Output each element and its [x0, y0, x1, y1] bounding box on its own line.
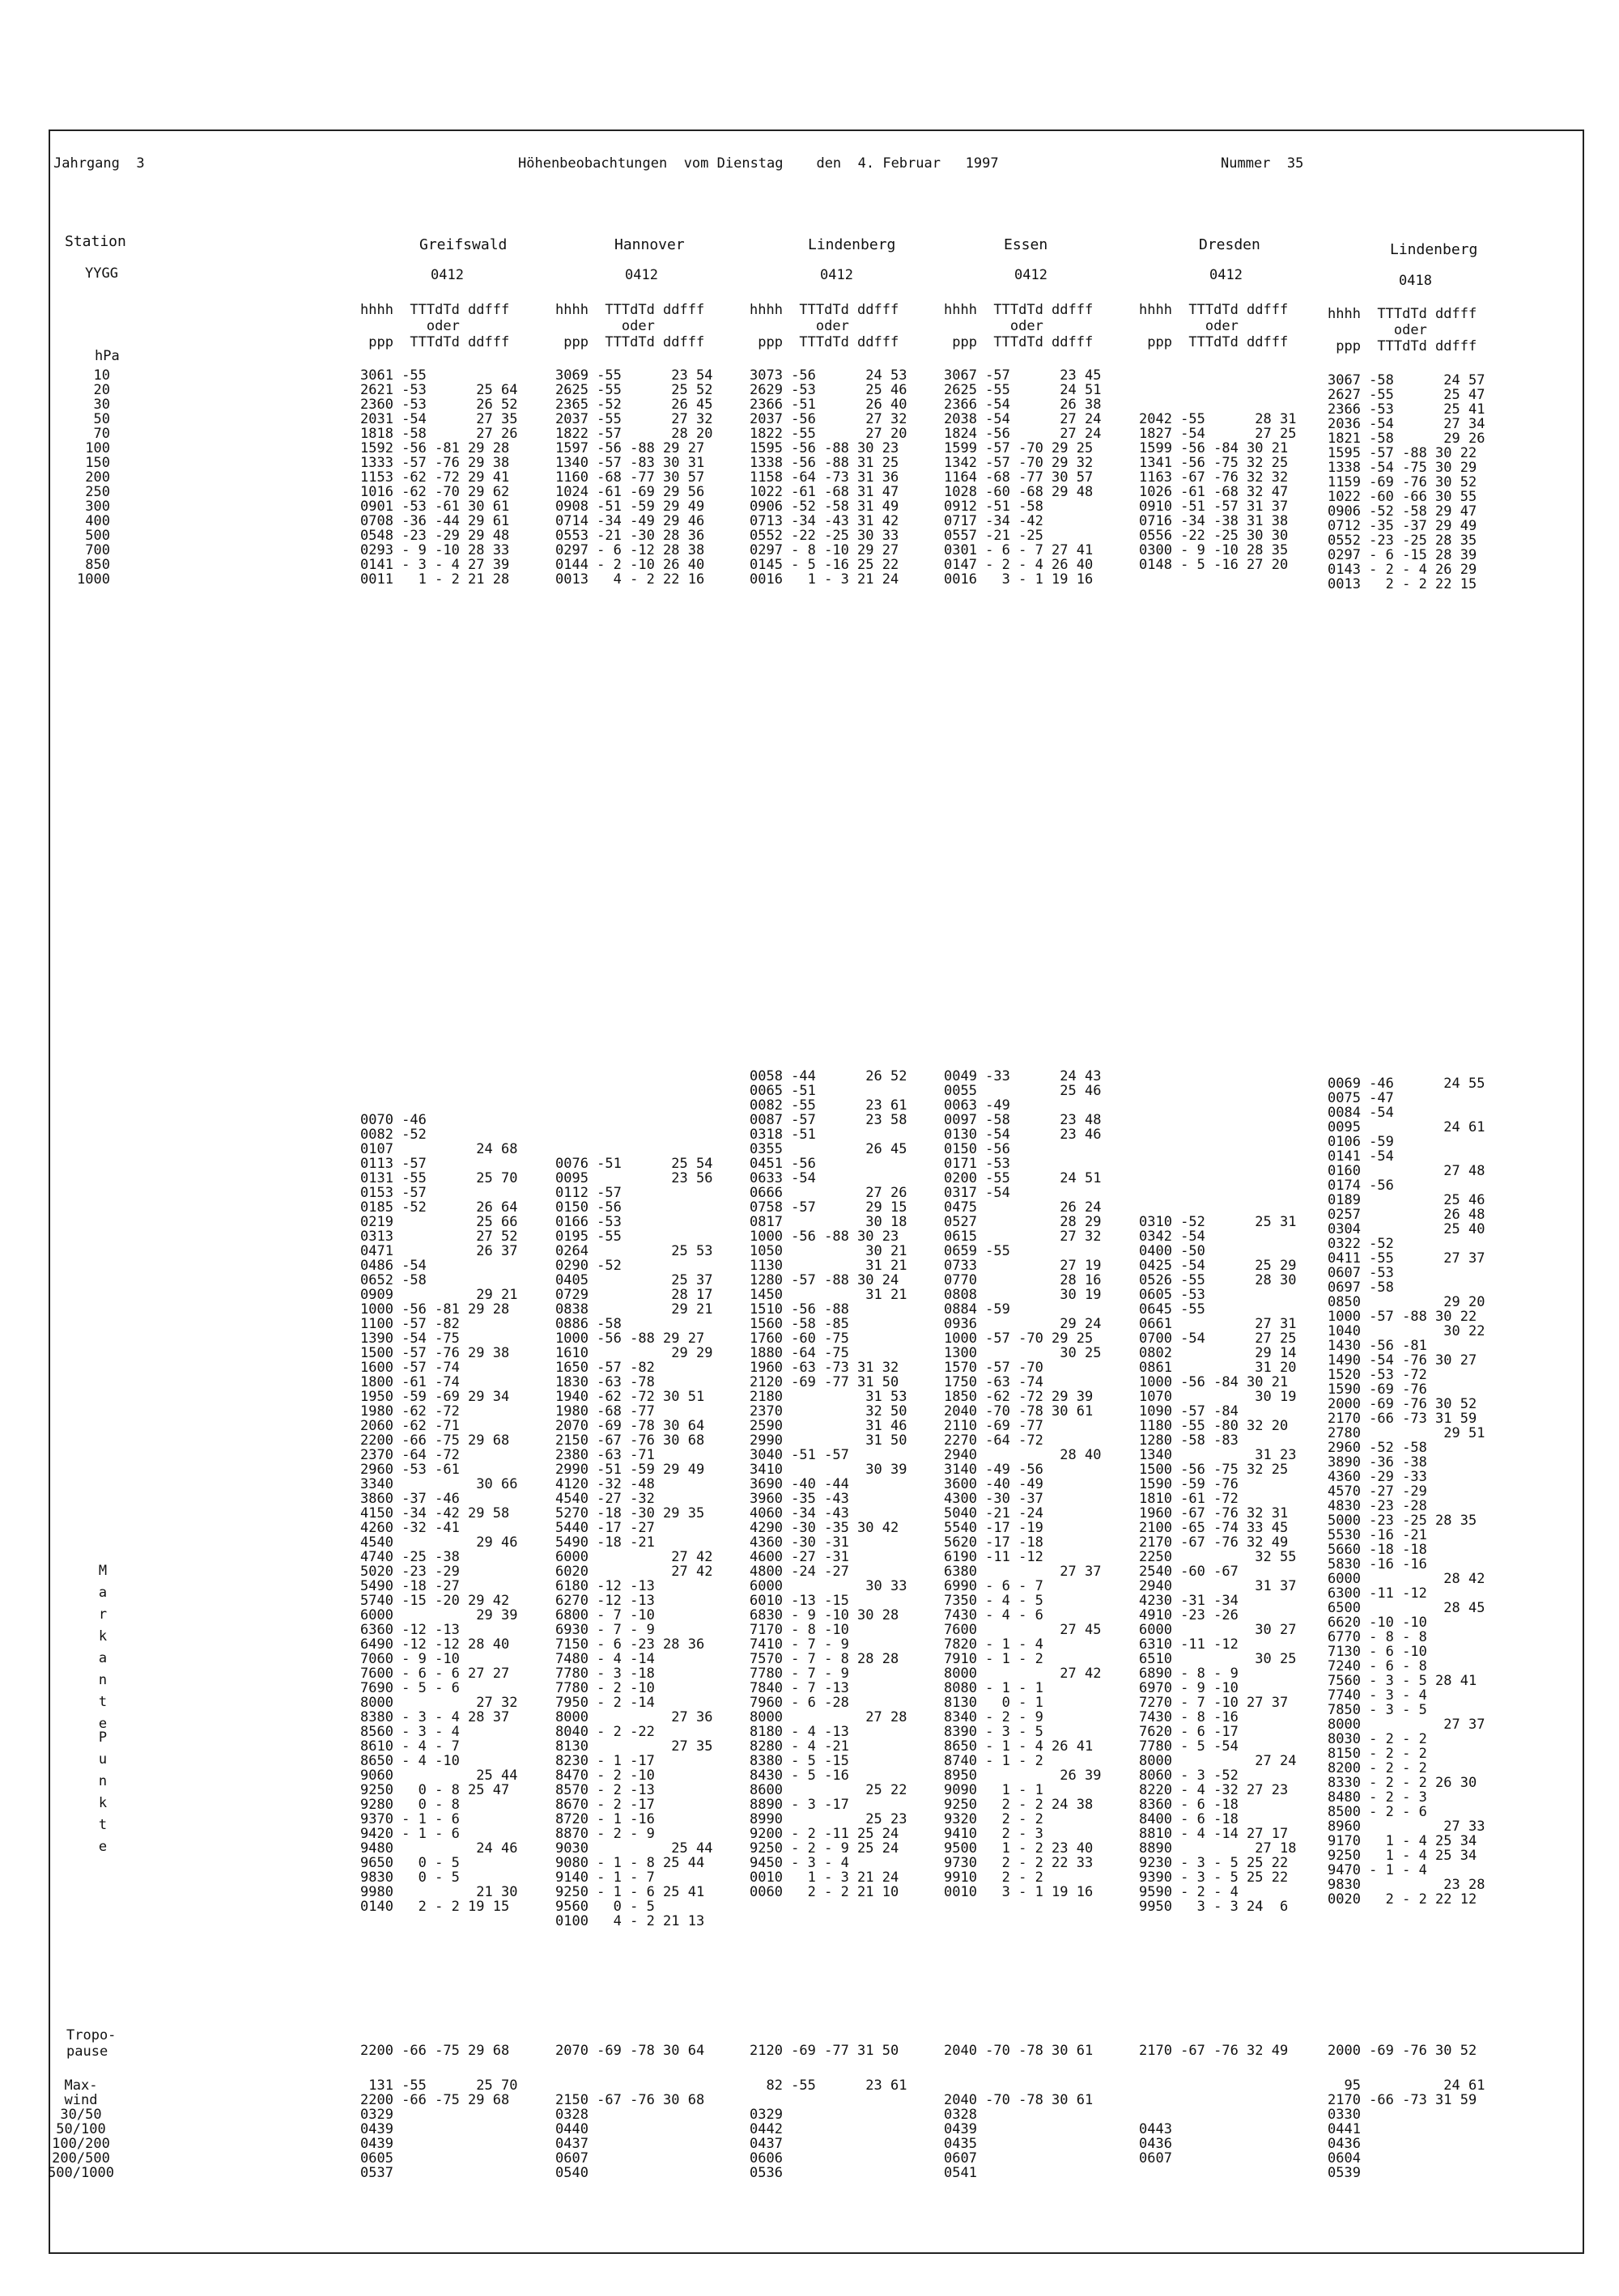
station-yygg-greifswald: 0412 — [431, 267, 464, 283]
station-yygg-lindenberg-2: 0418 — [1399, 273, 1432, 289]
station-std-essen: 3067 -57 23 45 2625 -55 24 51 2366 -54 26 38 2038 -54 27 24 1824 -56 27 24 1599 -57 -70 29 25 1342 -57 -70 29 32 1164 -68 -77 30 57 1028 -60 -68 29 48 0912 -51 -58 0717 -34 -42 0557 -21 -25 0301 - 6 - 7 27 41 0147 - 2 - 4 26 40 0016 3 - 1 19 16 — [944, 367, 1102, 588]
station-std-lindenberg-2: 3067 -58 24 57 2627 -55 25 47 2366 -53 25 41 2036 -54 27 34 1821 -58 29 26 1595 -57 -88 30 22 1338 -54 -75 30 29 1159 -69 -76 30 52 1022 -60 -66 30 55 0906 -52 -58 29 47 0712 -35 -37 29 49 0552 -23 -25 28 35 0297 - 6 -15 28 39 0143 - 2 - 4 26 29 0013 2 - 2 22 15 — [1328, 372, 1485, 592]
maxwind-label: Max- wind 30/50 50/100 100/200 200/500 500/1000 — [48, 2077, 114, 2181]
station-yygg-dresden: 0412 — [1209, 267, 1243, 283]
station-maxw-hannover: 2150 -67 -76 30 68 0328 0440 0437 0607 0540 — [555, 2092, 705, 2181]
station-colhead-greifswald: hhhh TTTdTd ddfff oder ppp TTTdTd ddfff — [360, 302, 510, 350]
station-maxw-greifswald: 131 -55 25 70 2200 -66 -75 29 68 0329 0439 0439 0605 0537 — [360, 2077, 518, 2181]
station-std-hannover: 3069 -55 23 54 2625 -55 25 52 2365 -52 26 45 2037 -55 27 32 1822 -57 28 20 1597 -56 -88 29 27 1340 -57 -83 30 31 1160 -68 -77 30 57 1024 -61 -69 29 56 0908 -51 -59 29 49 0714 -34 -49 29 46 0553 -21 -30 28 36 0297 - 6 -12 28 38 0144 - 2 -10 26 40 0013 4 - 2 22 16 — [555, 367, 713, 588]
station-std-lindenberg-1: 3073 -56 24 53 2629 -53 25 46 2366 -51 26 40 2037 -56 27 32 1822 -55 27 20 1595 -56 -88 30 23 1338 -56 -88 31 25 1158 -64 -73 31 36 1022 -61 -68 31 47 0906 -52 -58 31 49 0713 -34 -43 31 42 0552 -22 -25 30 33 0297 - 8 -10 29 27 0145 - 5 -16 25 22 0016 1 - 3 21 24 — [750, 367, 907, 588]
station-colhead-lindenberg-2: hhhh TTTdTd ddfff oder ppp TTTdTd ddfff — [1328, 306, 1477, 354]
station-maxw-lindenberg-1: 82 -55 23 61 0329 0442 0437 0606 0536 — [750, 2077, 907, 2181]
tropopause-label: Tropo- pause — [66, 2027, 117, 2060]
station-name-lindenberg-1: Lindenberg — [808, 236, 896, 253]
station-sig-hannover: 0076 -51 25 54 0095 23 56 0112 -57 0150 -56 0166 -53 0195 -55 0264 25 53 0290 -52 0405 25 37 0729 28 17 0838 29 21 0886 -58 1000 -56 -88 29 27 1610 29 29 1650 -57 -82 1830 -63 -78 1940 -62 -72 30 51 1980 -68 -77 2070 -69 -78 30 64 2150 -67 -76 30 68 2380 -63 -71 2990 -51 -59 29 49 4120 -32 -48 4540 -27 -32 5270 -18 -30 29 35 5440 -17 -27 5490 -18 -21 6000 27 42 6020 27 42 6180 -12 -13 6270 -12 -13 6800 - 7 -10 6930 - 7 - 9 7150 - 6 -23 28 36 7480 - 4 -14 7780 - 3 -18 7780 - 2 -10 7950 - 2 -14 8000 27 36 8040 - 2 -22 8130 27 35 8230 - 1 -17 8470 - 2 -10 8570 - 2 -13 8670 - 2 -17 8720 - 1 -16 8870 - 2 - 9 9030 25 44 9080 - 1 - 8 25 44 9140 - 1 - 7 9250 - 1 - 6 25 41 9560 0 - 5 0100 4 - 2 21 13 — [555, 1156, 713, 1929]
punkte-label: P u n k t e — [98, 1729, 108, 1855]
station-maxw-dresden: 0443 0436 0607 — [1139, 2121, 1172, 2167]
issue-number: Nummer 35 — [1221, 155, 1304, 172]
station-name-greifswald: Greifswald — [419, 236, 508, 253]
station-maxw-lindenberg-2: 95 24 61 2170 -66 -73 31 59 0330 0441 0436 0604 0539 — [1328, 2077, 1485, 2181]
station-trop-greifswald: 2200 -66 -75 29 68 — [360, 2043, 510, 2059]
station-sig-essen: 0049 -33 24 43 0055 25 46 0063 -49 0097 -58 23 48 0130 -54 23 46 0150 -56 0171 -53 0200 -55 24 51 0317 -54 0475 26 24 0527 28 29 0615 27 32 0659 -55 0733 27 19 0770 28 16 0808 30 19 0884 -59 0936 29 24 1000 -57 -70 29 25 1300 30 25 1570 -57 -70 1750 -63 -74 1850 -62 -72 29 39 2040 -70 -78 30 61 2110 -69 -77 2270 -64 -72 2940 28 40 3140 -49 -56 3600 -40 -49 4300 -30 -37 5040 -21 -24 5540 -17 -19 5620 -17 -18 6190 -11 -12 6380 27 37 6990 - 6 - 7 7350 - 4 - 5 7430 - 4 - 6 7600 27 45 7820 - 1 - 4 7910 - 1 - 2 8000 27 42 8080 - 1 - 1 8130 0 - 1 8340 - 2 - 9 8390 - 3 - 5 8650 - 1 - 4 26 41 8740 - 1 - 2 8950 26 39 9090 1 - 1 9250 2 - 2 24 38 9320 2 - 2 9410 2 - 3 9500 1 - 2 23 40 9730 2 - 2 22 33 9910 2 - 2 0010 3 - 1 19 16 — [944, 1068, 1102, 1900]
station-sig-dresden: 0310 -52 25 31 0342 -54 0400 -50 0425 -54 25 29 0526 -55 28 30 0605 -53 0645 -55 0661 27 31 0700 -54 27 25 0802 29 14 0861 31 20 1000 -56 -84 30 21 1070 30 19 1090 -57 -84 1180 -55 -80 32 20 1280 -58 -83 1340 31 23 1500 -56 -75 32 25 1590 -59 -76 1810 -61 -72 1960 -67 -76 32 31 2100 -65 -74 33 45 2170 -67 -76 32 49 2250 32 55 2540 -60 -67 2940 31 37 4230 -31 -34 4910 -23 -26 6000 30 27 6310 -11 -12 6510 30 25 6890 - 8 - 9 6970 - 9 -10 7270 - 7 -10 27 37 7430 - 8 -16 7620 - 6 -17 7780 - 5 -54 8000 27 24 8060 - 3 -52 8220 - 4 -32 27 23 8360 - 6 -18 8400 - 6 -18 8810 - 4 -14 27 17 8890 27 18 9230 - 3 - 5 25 22 9390 - 3 - 5 25 22 9590 - 2 - 4 9950 3 - 3 24 6 — [1139, 1214, 1297, 1915]
station-yygg-essen: 0412 — [1014, 267, 1047, 283]
station-name-essen: Essen — [1004, 236, 1048, 253]
station-std-dresden: 2042 -55 28 31 1827 -54 27 25 1599 -56 -84 30 21 1341 -56 -75 32 25 1163 -67 -76 32 32 1026 -61 -68 32 47 0910 -51 -57 31 37 0716 -34 -38 31 38 0556 -22 -25 30 30 0300 - 9 -10 28 35 0148 - 5 -16 27 20 — [1139, 411, 1297, 573]
station-maxw-essen: 2040 -70 -78 30 61 0328 0439 0435 0607 0541 — [944, 2092, 1094, 2181]
station-sig-lindenberg-1: 0058 -44 26 52 0065 -51 0082 -55 23 61 0087 -57 23 58 0318 -51 0355 26 45 0451 -56 0633 -54 0666 27 26 0758 -57 29 15 0817 30 18 1000 -56 -88 30 23 1050 30 21 1130 31 21 1280 -57 -88 30 24 1450 31 21 1510 -56 -88 1560 -58 -85 1760 -60 -75 1880 -64 -75 1960 -63 -73 31 32 2120 -69 -77 31 50 2180 31 53 2370 32 50 2590 31 46 2990 31 50 3040 -51 -57 3410 30 39 3690 -40 -44 3960 -35 -43 4060 -34 -43 4290 -30 -35 30 42 4360 -30 -31 4600 -27 -31 4800 -24 -27 6000 30 33 6010 -13 -15 6830 - 9 -10 30 28 7170 - 8 -10 7410 - 7 - 9 7570 - 7 - 8 28 28 7780 - 7 - 9 7840 - 7 -13 7960 - 6 -28 8000 27 28 8180 - 4 -13 8280 - 4 -21 8380 - 5 -15 8430 - 5 -16 8600 25 22 8890 - 3 -17 8990 25 23 9200 - 2 -11 25 24 9250 - 2 - 9 25 24 9450 - 3 - 4 0010 1 - 3 21 24 0060 2 - 2 21 10 — [750, 1068, 907, 1900]
station-label: Station — [65, 233, 126, 250]
station-colhead-lindenberg-1: hhhh TTTdTd ddfff oder ppp TTTdTd ddfff — [750, 302, 899, 350]
station-name-hannover: Hannover — [614, 236, 685, 253]
station-trop-essen: 2040 -70 -78 30 61 — [944, 2043, 1094, 2059]
station-colhead-dresden: hhhh TTTdTd ddfff oder ppp TTTdTd ddfff — [1139, 302, 1289, 350]
hpa-label: hPa — [95, 348, 120, 364]
station-name-dresden: Dresden — [1199, 236, 1260, 253]
pressure-levels: 10 20 30 50 70 100 150 200 250 300 400 500 700 850 1000 — [77, 367, 110, 588]
station-yygg-hannover: 0412 — [625, 267, 658, 283]
station-colhead-essen: hhhh TTTdTd ddfff oder ppp TTTdTd ddfff — [944, 302, 1094, 350]
station-std-greifswald: 3061 -55 2621 -53 25 64 2360 -53 26 52 2031 -54 27 35 1818 -58 27 26 1592 -56 -81 29 28 1333 -57 -76 29 38 1153 -62 -72 29 41 1016 -62 -70 29 62 0901 -53 -61 30 61 0708 -36 -44 29 61 0548 -23 -29 29 48 0293 - 9 -10 28 33 0141 - 3 - 4 27 39 0011 1 - 2 21 28 — [360, 367, 518, 588]
station-trop-lindenberg-2: 2000 -69 -76 30 52 — [1328, 2043, 1477, 2059]
station-trop-hannover: 2070 -69 -78 30 64 — [555, 2043, 705, 2059]
station-trop-lindenberg-1: 2120 -69 -77 31 50 — [750, 2043, 899, 2059]
station-colhead-hannover: hhhh TTTdTd ddfff oder ppp TTTdTd ddfff — [555, 302, 705, 350]
markante-label: M a r k a n t e — [98, 1563, 108, 1732]
station-sig-greifswald: 0070 -46 0082 -52 0107 24 68 0113 -57 0131 -55 25 70 0153 -57 0185 -52 26 64 0219 25 66 0313 27 52 0471 26 37 0486 -54 0652 -58 0909 29 21 1000 -56 -81 29 28 1100 -57 -82 1390 -54 -75 1500 -57 -76 29 38 1600 -57 -74 1800 -61 -74 1950 -59 -69 29 34 1980 -62 -72 2060 -62 -71 2200 -66 -75 29 68 2370 -64 -72 2960 -53 -61 3340 30 66 3860 -37 -46 4150 -34 -42 29 58 4260 -32 -41 4540 29 46 4740 -25 -38 5020 -23 -29 5490 -18 -27 5740 -15 -20 29 42 6000 29 39 6360 -12 -13 6490 -12 -12 28 40 7060 - 9 -10 7600 - 6 - 6 27 27 7690 - 5 - 6 8000 27 32 8380 - 3 - 4 28 37 8560 - 3 - 4 8610 - 4 - 7 8650 - 4 -10 9060 25 44 9250 0 - 8 25 47 9280 0 - 8 9370 - 1 - 6 9420 - 1 - 6 9480 24 46 9650 0 - 5 9830 0 - 5 9980 21 30 0140 2 - 2 19 15 — [360, 1112, 518, 1915]
station-yygg-lindenberg-1: 0412 — [820, 267, 853, 283]
station-trop-dresden: 2170 -67 -76 32 49 — [1139, 2043, 1289, 2059]
station-sig-lindenberg-2: 0069 -46 24 55 0075 -47 0084 -54 0095 24 61 0106 -59 0141 -54 0160 27 48 0174 -56 0189 25 46 0257 26 48 0304 25 40 0322 -52 0411 -55 27 37 0607 -53 0697 -58 0850 29 20 1000 -57 -88 30 22 1040 30 22 1430 -56 -81 1490 -54 -76 30 27 1520 -53 -72 1590 -69 -76 2000 -69 -76 30 52 2170 -66 -73 31 59 2780 29 51 2960 -52 -58 3890 -36 -38 4360 -29 -33 4570 -27 -29 4830 -23 -28 5000 -23 -25 28 35 5530 -16 -21 5660 -18 -18 5830 -16 -16 6000 28 42 6300 -11 -12 6500 28 45 6620 -10 -10 6770 - 8 - 8 7130 - 6 -10 7240 - 6 - 8 7560 - 3 - 5 28 41 7740 - 3 - 4 7850 - 3 - 5 8000 27 37 8030 - 2 - 2 8150 - 2 - 2 8200 - 2 - 2 8330 - 2 - 2 26 30 8480 - 2 - 3 8500 - 2 - 6 8960 27 33 9170 1 - 4 25 34 9250 1 - 4 25 34 9470 - 1 - 4 9830 23 28 0020 2 - 2 22 12 — [1328, 1076, 1485, 1908]
bulletin-title: Höhenbeobachtungen vom Dienstag den 4. Februar 1997 — [518, 155, 999, 172]
yygg-label: YYGG — [85, 265, 118, 282]
station-name-lindenberg-2: Lindenberg — [1390, 241, 1478, 258]
volume-label: Jahrgang 3 — [53, 155, 145, 172]
